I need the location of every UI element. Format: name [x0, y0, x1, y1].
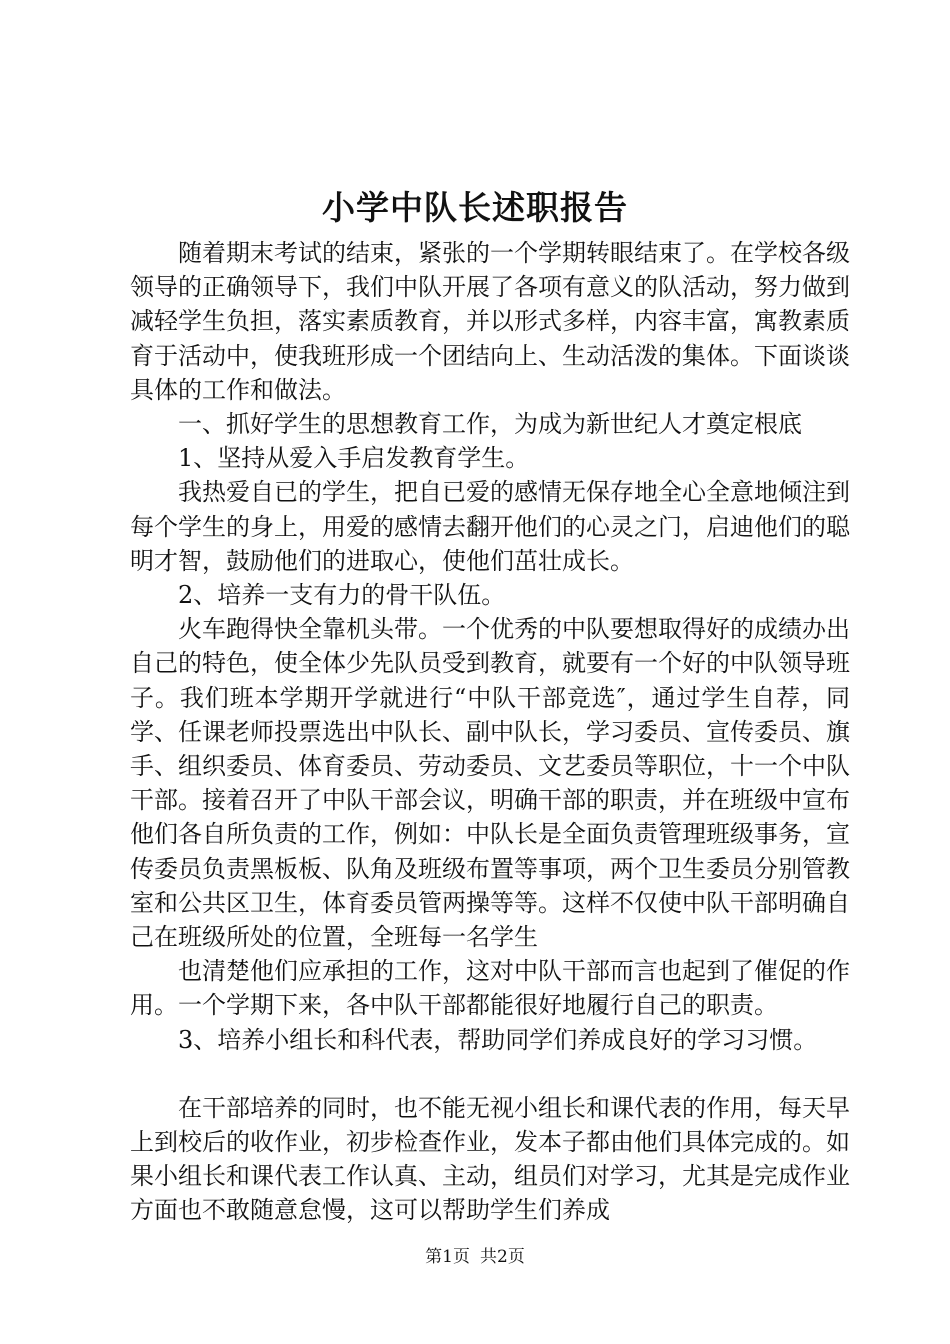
- page-number: 第1页: [425, 1247, 470, 1267]
- subheading-2: 2、培养一支有力的骨干队伍。: [178, 581, 506, 610]
- paragraph-cadre-continued: 也清楚他们应承担的工作，这对中队干部而言也起到了催促的作用。一个学期下来，各中队干部都能很好地履行自己的职责。: [130, 957, 850, 1020]
- blank-line: [130, 1057, 850, 1091]
- section-heading-1: 一、抓好学生的思想教育工作，为成为新世纪人才奠定根底: [178, 410, 802, 439]
- paragraph-cadre: 火车跑得快全靠机头带。一个优秀的中队要想取得好的成绩办出自己的特色，使全体少先队员受到教育，就要有一个好的中队领导班子。我们班本学期开学就进行“中队干部竞选″，通过学生自荐，同学、任课老师投票选出中队长、副中队长，学习委员、宣传委员、旗手、组织委员、体育委员、劳动委员、文艺委员等职位，十一个中队干部。接着召开了中队干部会议，明确干部的职责，并在班级中宣布他们各自所负责的工作，例如：中队长是全面负责管理班级事务，宣传委员负责黑板板、队角及班级布置等事项，两个卫生委员分别管教室和公共区卫生，体育委员管两操等等。这样不仅使中队干部明确自己在班级所处的位置，全班每一名学生: [130, 615, 850, 952]
- paragraph-group-leaders: 在干部培养的同时，也不能无视小组长和课代表的作用，每天早上到校后的收作业，初步检查作业，发本子都由他们具体完成的。如果小组长和课代表工作认真、主动，组员们对学习，尤其是完成作业方面也不敢随意怠慢，这可以帮助学生们养成: [130, 1093, 850, 1225]
- paragraph-love: 我热爱自已的学生，把自已爱的感情无保存地全心全意地倾注到每个学生的身上，用爱的感情去翻开他们的心灵之门，启迪他们的聪明才智，鼓励他们的进取心，使他们茁壮成长。: [130, 478, 850, 575]
- document-body: [130, 236, 850, 1228]
- subheading-1: 1、坚持从爱入手启发教育学生。: [178, 444, 530, 473]
- page-total: 共2页: [480, 1247, 525, 1267]
- paragraph-intro: 随着期末考试的结束，紧张的一个学期转眼结束了。在学校各级领导的正确领导下，我们中队开展了各项有意义的队活动，努力做到减轻学生负担，落实素质教育，并以形式多样，内容丰富，寓教素质育于活动中，使我班形成一个团结向上、生动活泼的集体。下面谈谈具体的工作和做法。: [130, 239, 850, 404]
- page-title: 小学中队长述职报告: [322, 188, 628, 227]
- subheading-3: 3、培养小组长和科代表，帮助同学们养成良好的学习习惯。: [178, 1025, 818, 1054]
- page-footer: [0, 1246, 950, 1268]
